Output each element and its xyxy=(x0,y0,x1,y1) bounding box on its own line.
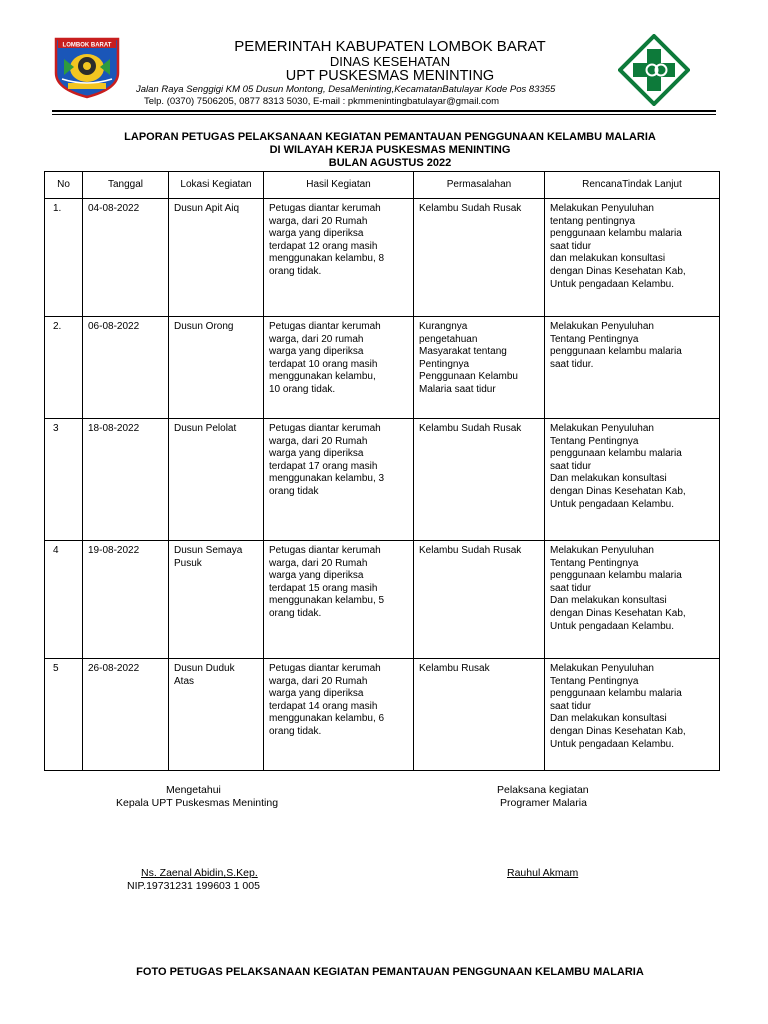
cell-hasil: Petugas diantar kerumah warga, dari 20 Rumah warga yang diperiksa terdapat 14 orang masih menggunakan kelambu, 6 orang tidak. xyxy=(264,659,414,771)
cell-no: 1. xyxy=(45,199,83,317)
cell-lokasi: Dusun Duduk Atas xyxy=(169,659,264,771)
kop-line-dinas: DINAS KESEHATAN xyxy=(329,54,451,69)
cell-hasil: Petugas diantar kerumah warga, dari 20 rumah warga yang diperiksa terdapat 10 orang masih menggunakan kelambu, 10 orang tidak. xyxy=(264,317,414,419)
cell-hasil: Petugas diantar kerumah warga, dari 20 Rumah warga yang diperiksa terdapat 15 orang masih menggunakan kelambu, 5 orang tidak. xyxy=(264,541,414,659)
column-header-hasil: Hasil Kegiatan xyxy=(264,172,414,199)
cell-tanggal: 26-08-2022 xyxy=(83,659,169,771)
signature-right-position: Programer Malaria xyxy=(500,797,587,809)
cell-hasil: Petugas diantar kerumah warga, dari 20 Rumah warga yang diperiksa terdapat 12 orang masih menggunakan kelambu, 8 orang tidak. xyxy=(264,199,414,317)
lombok-barat-logo xyxy=(52,37,122,99)
cell-permasalahan: Kelambu Sudah Rusak xyxy=(414,419,545,541)
table-row xyxy=(45,659,720,771)
cell-lokasi: Dusun Orong xyxy=(169,317,264,419)
table-row xyxy=(45,419,720,541)
cell-no: 5 xyxy=(45,659,83,771)
table-row xyxy=(45,199,720,317)
cell-lokasi: Dusun Pelolat xyxy=(169,419,264,541)
cell-tanggal: 06-08-2022 xyxy=(83,317,169,419)
cell-no: 3 xyxy=(45,419,83,541)
column-header-rencana: RencanaTindak Lanjut xyxy=(545,172,720,199)
signature-right-name: Rauhul Akmam xyxy=(507,867,579,879)
cell-lokasi: Dusun Semaya Pusuk xyxy=(169,541,264,659)
header-divider-thick xyxy=(52,110,716,112)
cell-rencana: Melakukan Penyuluhan Tentang Pentingnya penggunaan kelambu malaria saat tidur Dan melakukan konsultasi dengan Dinas Kesehatan Kab, Untuk pengadaan Kelambu. xyxy=(545,541,720,659)
table-row xyxy=(45,317,720,419)
cell-permasalahan: Kelambu Sudah Rusak xyxy=(414,199,545,317)
table-row xyxy=(45,541,720,659)
column-header-permasalahan: Permasalahan xyxy=(414,172,545,199)
cell-tanggal: 19-08-2022 xyxy=(83,541,169,659)
kop-address: Jalan Raya Senggigi KM 05 Dusun Montong, DesaMeninting,KecamatanBatulayar Kode Pos 83355 xyxy=(136,84,556,95)
cell-no: 4 xyxy=(45,541,83,659)
column-header-no: No xyxy=(45,172,83,199)
signature-left-label: Mengetahui xyxy=(166,784,221,796)
cell-no: 2. xyxy=(45,317,83,419)
table-header-row xyxy=(45,172,720,199)
signature-left-name: Ns. Zaenal Abidin,S.Kep. xyxy=(141,867,258,879)
header-divider-thin xyxy=(52,114,716,115)
signature-right-label: Pelaksana kegiatan xyxy=(497,784,589,796)
signature-left-nip: NIP.19731231 199603 1 005 xyxy=(127,880,260,892)
cell-rencana: Melakukan Penyuluhan Tentang Pentingnya penggunaan kelambu malaria saat tidur Dan melakukan konsultasi dengan Dinas Kesehatan Kab, Untuk pengadaan Kelambu. xyxy=(545,419,720,541)
cell-rencana: Melakukan Penyuluhan Tentang Pentingnya penggunaan kelambu malaria saat tidur. xyxy=(545,317,720,419)
signature-left-position: Kepala UPT Puskesmas Meninting xyxy=(116,797,279,809)
cell-tanggal: 04-08-2022 xyxy=(83,199,169,317)
kop-line-pemerintah: PEMERINTAH KABUPATEN LOMBOK BARAT xyxy=(234,38,546,55)
cell-hasil: Petugas diantar kerumah warga, dari 20 Rumah warga yang diperiksa terdapat 17 orang masih menggunakan kelambu, 3 orang tidak xyxy=(264,419,414,541)
cell-rencana: Melakukan Penyuluhan Tentang Pentingnya penggunaan kelambu malaria saat tidur Dan melakukan konsultasi dengan Dinas Kesehatan Kab, Untuk pengadaan Kelambu. xyxy=(545,659,720,771)
column-header-lokasi: Lokasi Kegiatan xyxy=(169,172,264,199)
cell-permasalahan: Kelambu Sudah Rusak xyxy=(414,541,545,659)
cell-permasalahan: Kelambu Rusak xyxy=(414,659,545,771)
column-header-tanggal: Tanggal xyxy=(83,172,169,199)
report-subtitle: DI WILAYAH KERJA PUSKESMAS MENINTING xyxy=(269,144,511,156)
kop-line-puskesmas: UPT PUSKESMAS MENINTING xyxy=(285,68,495,84)
cell-lokasi: Dusun Apit Aiq xyxy=(169,199,264,317)
kop-phone-email: Telp. (0370) 7506205, 0877 8313 5030, E-mail : pkmmenintingbatulayar@gmail.com xyxy=(144,96,500,107)
cell-rencana: Melakukan Penyuluhan tentang pentingnya penggunaan kelambu malaria saat tidur dan melakukan konsultasi dengan Dinas Kesehatan Kab, Untuk pengadaan Kelambu. xyxy=(545,199,720,317)
photo-section-title: FOTO PETUGAS PELAKSANAAN KEGIATAN PEMANTAUAN PENGGUNAAN KELAMBU MALARIA xyxy=(136,966,644,978)
report-title: LAPORAN PETUGAS PELAKSANAAN KEGIATAN PEMANTAUAN PENGGUNAAN KELAMBU MALARIA xyxy=(124,131,656,143)
cell-permasalahan: Kurangnya pengetahuan Masyarakat tentang Pentingnya Penggunaan Kelambu Malaria saat tidur xyxy=(414,317,545,419)
cell-tanggal: 18-08-2022 xyxy=(83,419,169,541)
report-table xyxy=(44,171,720,771)
report-period: BULAN AGUSTUS 2022 xyxy=(328,157,452,169)
svg-text:LOMBOK BARAT: LOMBOK BARAT xyxy=(62,42,112,49)
